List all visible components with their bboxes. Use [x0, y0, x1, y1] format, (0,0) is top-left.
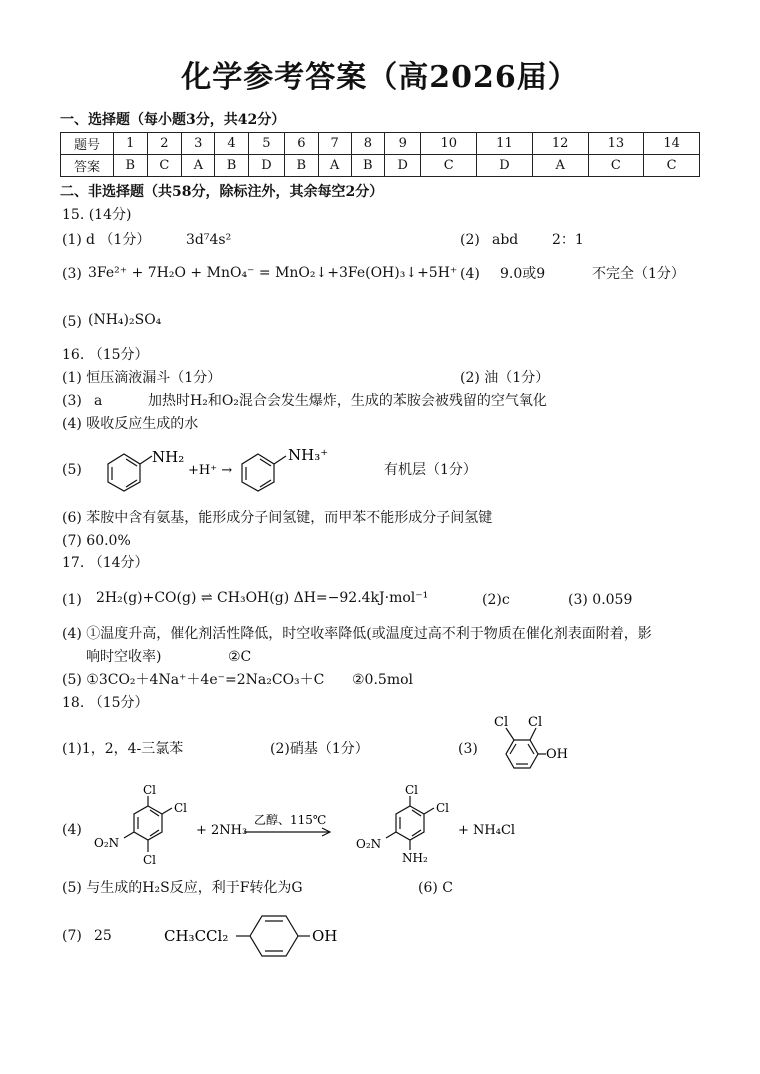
q15-answer-5-number: (5)	[62, 314, 82, 330]
ammonium-group-label: NH₃⁺	[288, 446, 329, 464]
q16-answer-4: (4) 吸收反应生成的水	[62, 416, 199, 432]
hydroxyl-label: OH	[312, 927, 338, 945]
table-cell: 1	[114, 133, 148, 155]
table-cell: C	[147, 155, 182, 177]
chloro-label: Cl	[405, 783, 419, 797]
q16-heading: 16. （15分）	[62, 347, 149, 363]
dichloroethyl-label: CH₃CCl₂	[164, 927, 229, 945]
part2-heading: 二、非选择题（共58分，除标注外，其余每空2分）	[60, 184, 384, 200]
q15-heading: 15. (14分)	[62, 207, 132, 223]
q17-heading: 17. （14分）	[62, 555, 149, 571]
table-cell: 8	[351, 133, 385, 155]
hydroxyl-label: OH	[546, 747, 568, 762]
table-cell: A	[182, 155, 215, 177]
q17-answer-5: (5) ①3CO₂＋4Na⁺＋4e⁻=2Na₂CO₃＋C	[62, 672, 325, 688]
q18-heading: 18. （15分）	[62, 695, 149, 711]
q15-answer-3-number: (3)	[62, 266, 82, 282]
question-number-row	[61, 133, 700, 155]
byproduct-label: + NH₄Cl	[458, 823, 516, 838]
q15-ratio: 2：1	[552, 232, 584, 248]
q16-answer-2: (2) 油（1分）	[460, 370, 550, 386]
part1-heading: 一、选择题（每小题3分，共42分）	[60, 112, 286, 128]
q17-equation: 2H₂(g)+CO(g) ⇌ CH₃OH(g) ΔH=−92.4kJ·mol⁻¹	[96, 590, 429, 606]
chloro-label: Cl	[143, 783, 157, 797]
q16-answer-5-layer: 有机层（1分）	[384, 462, 477, 478]
row-label-answer: 答案	[61, 155, 114, 177]
q15-answer-2-number: (2)	[460, 232, 480, 248]
q18-answer-5: (5) 与生成的H₂S反应，利于F转化为G	[62, 880, 303, 896]
q15-answer-2: abd	[492, 232, 519, 248]
q15-answer-1: d （1分）	[86, 232, 151, 248]
table-cell: 5	[248, 133, 284, 155]
answer-row	[61, 155, 700, 177]
table-cell: B	[114, 155, 148, 177]
q17-answer-4-line2: 响时空收率)	[86, 649, 162, 665]
dichlorophenol-structure	[488, 712, 588, 782]
page-title: 化学参考答案（高2026届）	[181, 60, 579, 95]
q15-answer-4: 9.0或9	[500, 266, 546, 282]
q17-answer-4-line1: (4) ①温度升高，催化剂活性降低，时空收率降低(或温度过高不利于物质在催化剂表面附着，影	[62, 626, 652, 642]
q17-answer-3: (3) 0.059	[568, 592, 633, 608]
table-cell: 10	[421, 133, 477, 155]
q18-answer-7-value: 25	[94, 928, 112, 944]
table-cell: 3	[182, 133, 215, 155]
q18-answer-1: (1)1，2，4-三氯苯	[62, 741, 184, 757]
table-cell: 9	[385, 133, 421, 155]
q17-answer-1-number: (1)	[62, 592, 82, 608]
table-cell: B	[215, 155, 249, 177]
answer-table	[60, 132, 700, 177]
table-cell: 14	[644, 133, 700, 155]
table-cell: C	[644, 155, 700, 177]
q18-answer-7-number: (7)	[62, 928, 82, 944]
q18-answer-3-number: (3)	[458, 741, 478, 757]
q16-answer-3: 加热时H₂和O₂混合会发生爆炸，生成的苯胺会被残留的空气氧化	[148, 393, 547, 409]
chloro-label: Cl	[174, 801, 188, 815]
reaction-plus-arrow: +H⁺ →	[188, 463, 233, 478]
q15-answer-4-number: (4)	[460, 266, 480, 282]
table-cell: 12	[532, 133, 588, 155]
table-cell: A	[532, 155, 588, 177]
q16-answer-1: (1) 恒压滴液漏斗（1分）	[62, 370, 222, 386]
table-cell: C	[421, 155, 477, 177]
table-cell: 7	[318, 133, 351, 155]
table-cell: 13	[588, 133, 644, 155]
table-cell: 11	[477, 133, 533, 155]
q15-answer-1-number: (1)	[62, 232, 82, 248]
q18-answer-2: (2)硝基（1分）	[270, 741, 369, 757]
q16-answer-6: (6) 苯胺中含有氨基，能形成分子间氢键，而甲苯不能形成分子间氢键	[62, 510, 493, 526]
q15-answer-4-extra: 不完全（1分）	[592, 266, 685, 282]
table-cell: A	[318, 155, 351, 177]
condition-label: 乙醇、115℃	[254, 813, 327, 827]
table-cell: D	[385, 155, 421, 177]
chloro-label: Cl	[494, 715, 509, 730]
table-cell: 6	[285, 133, 319, 155]
chloro-label: Cl	[143, 853, 157, 867]
nitro-label: O₂N	[94, 836, 120, 850]
table-cell: D	[248, 155, 284, 177]
table-cell: 4	[215, 133, 249, 155]
nitro-label: O₂N	[356, 837, 382, 851]
table-cell: 2	[147, 133, 182, 155]
q18-answer-6: (6) C	[418, 880, 453, 896]
table-cell: D	[477, 155, 533, 177]
q17-answer-2: (2)c	[482, 592, 510, 608]
q17-answer-4-b: ②C	[228, 649, 252, 665]
q16-answer-5-number: (5)	[62, 462, 82, 478]
chloro-label: Cl	[436, 801, 450, 815]
q15-equation: 3Fe²⁺ + 7H₂O + MnO₄⁻ = MnO₂↓+3Fe(OH)₃↓+5H⁺	[88, 265, 458, 281]
row-label-question: 题号	[61, 133, 114, 155]
q16-answer-3-number: (3)	[62, 393, 82, 409]
table-cell: C	[588, 155, 644, 177]
q18-reaction-scheme	[90, 782, 520, 882]
reagent-label: + 2NH₃	[196, 823, 248, 838]
q17-answer-5-b: ②0.5mol	[352, 672, 413, 688]
q18-answer-4-number: (4)	[62, 822, 82, 838]
aniline-structure	[100, 440, 340, 500]
q16-answer-3-choice: a	[94, 393, 103, 409]
q18-answer-7-structure	[164, 906, 364, 966]
q16-answer-7: (7) 60.0%	[62, 533, 131, 549]
q15-electron-config: 3d⁷4s²	[186, 232, 232, 248]
table-cell: B	[285, 155, 319, 177]
amino-label: NH₂	[402, 851, 428, 865]
table-cell: B	[351, 155, 385, 177]
chloro-label: Cl	[528, 715, 543, 730]
q15-answer-5: (NH₄)₂SO₄	[88, 312, 162, 328]
amino-group-label: NH₂	[152, 448, 185, 466]
